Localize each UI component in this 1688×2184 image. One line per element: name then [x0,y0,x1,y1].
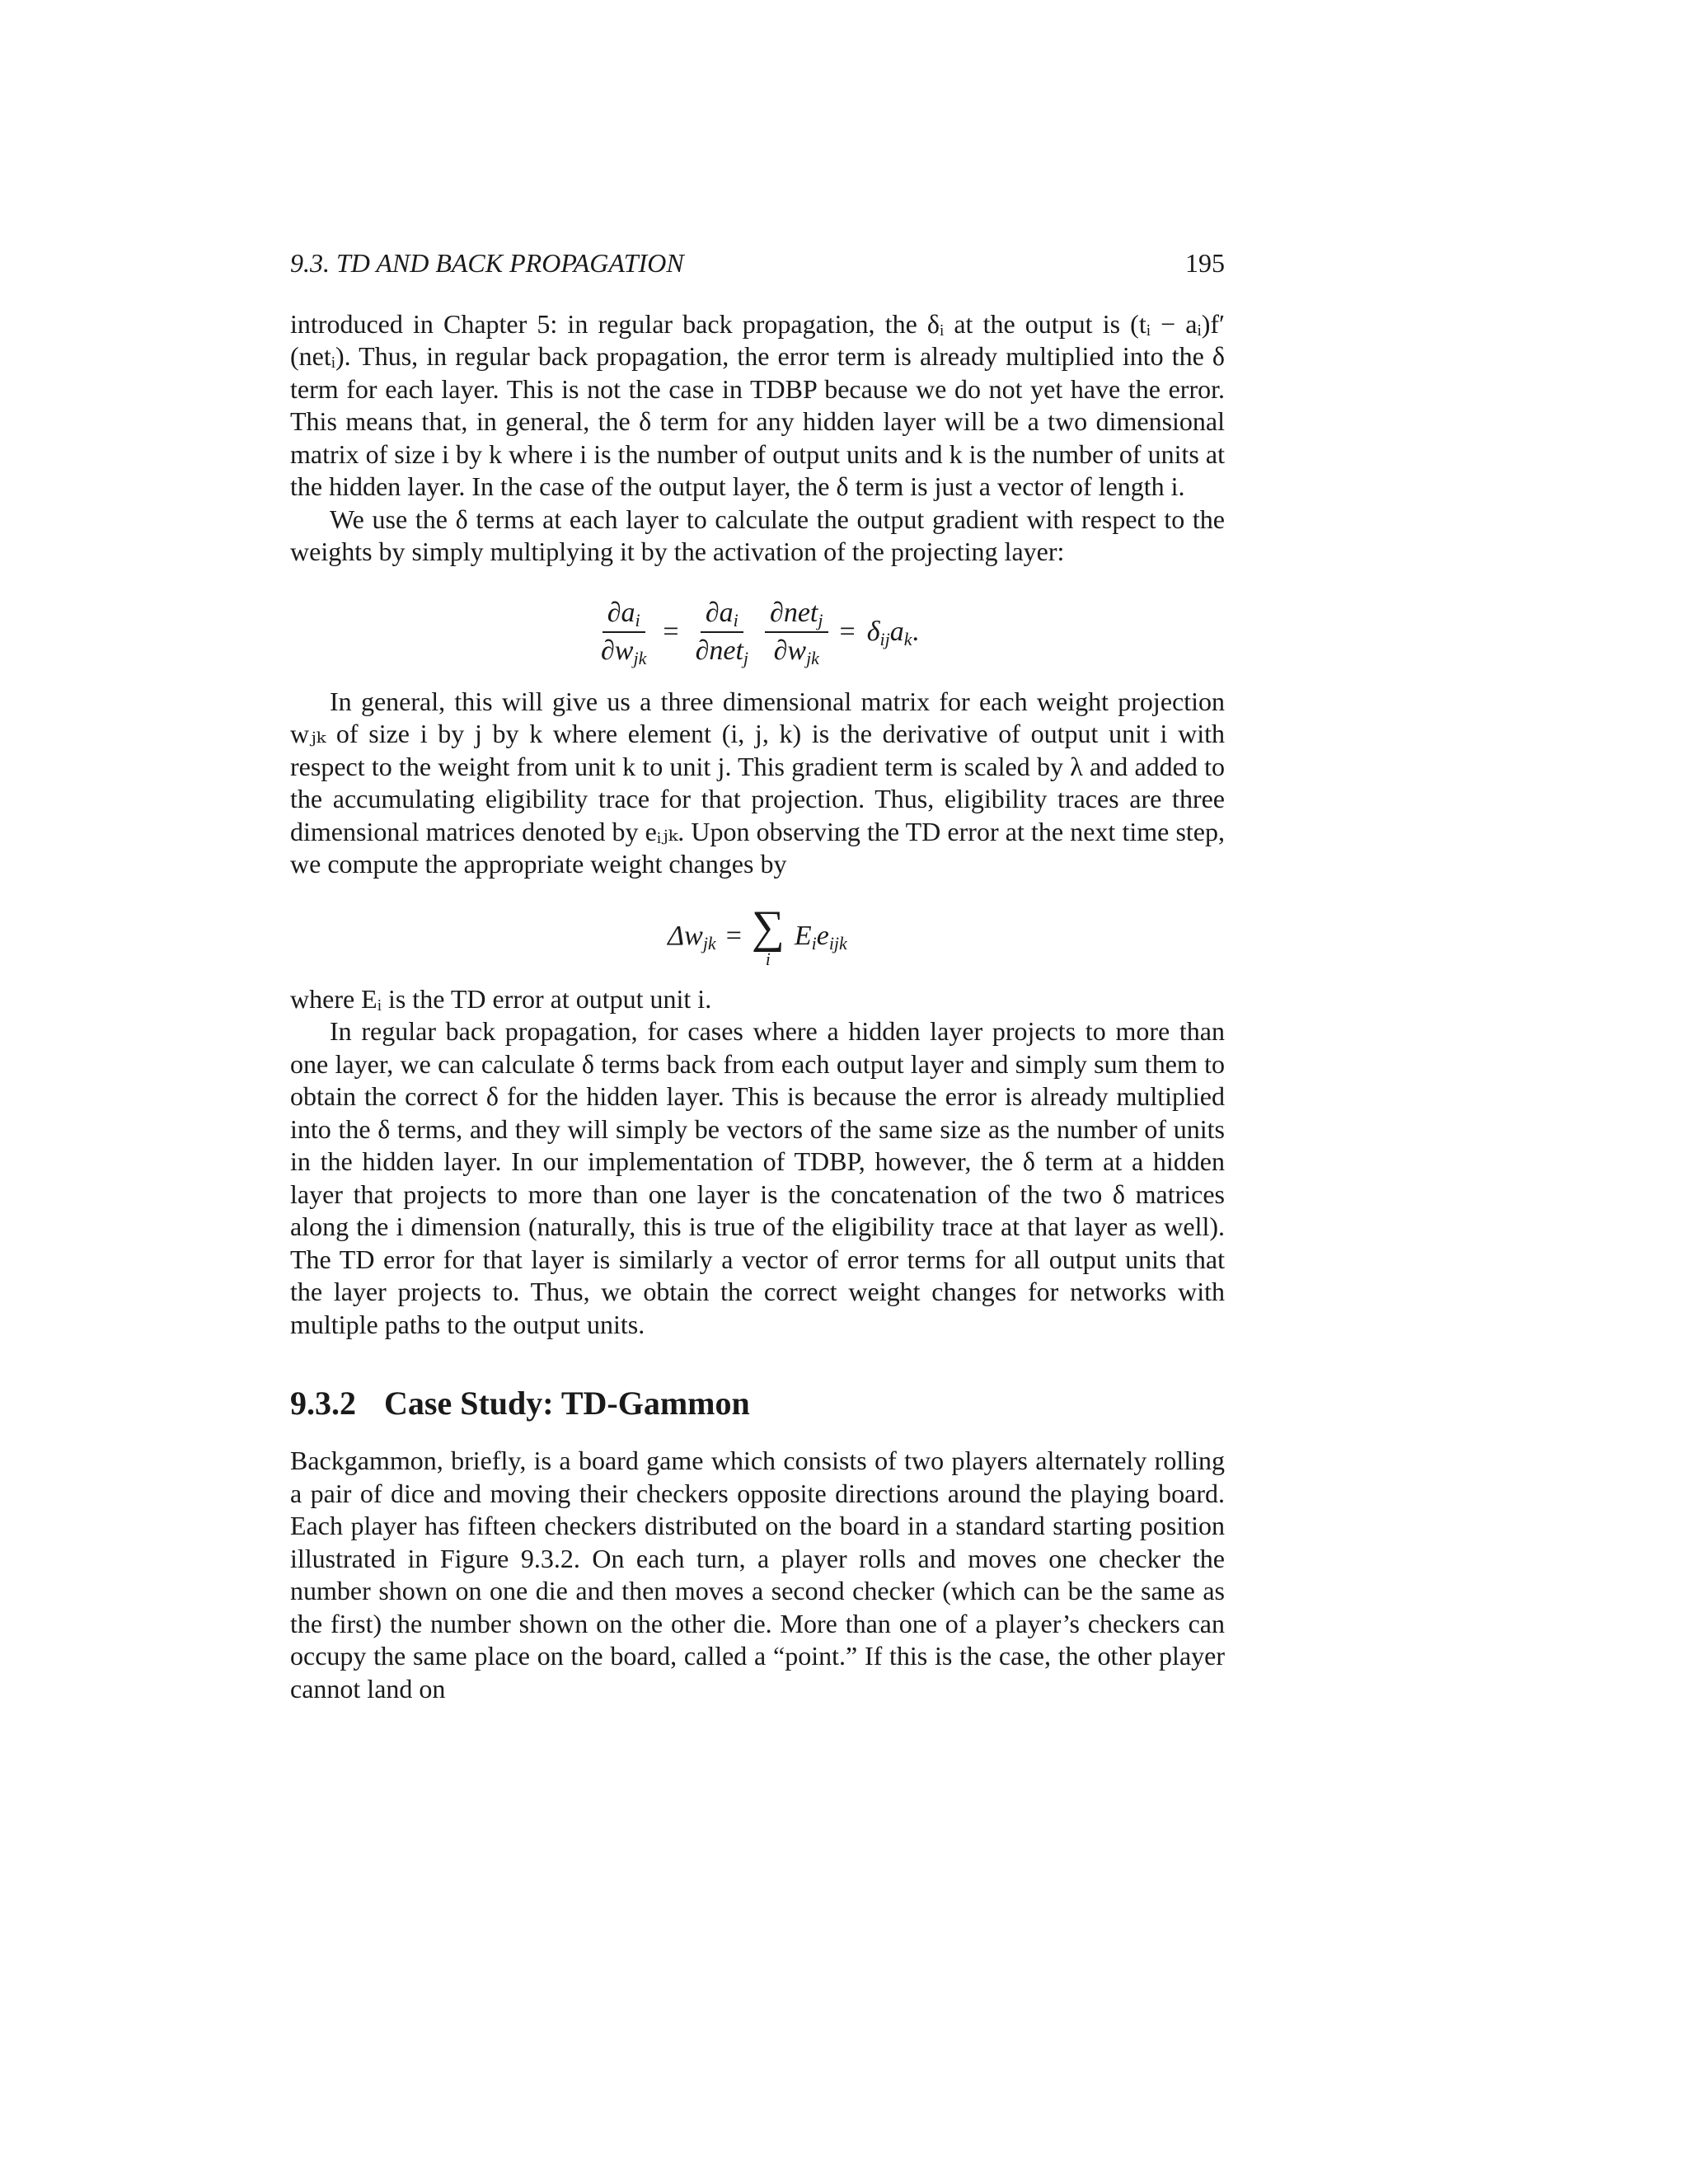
section-title: Case Study: TD-Gammon [384,1385,750,1422]
section-heading [290,1384,1225,1423]
paragraph-5: In regular back propagation, for cases where a hidden layer projects to more than one layer, we can calculate δ terms back from each output layer and simply sum them to obtain the correct δ for the hidden layer. This is because the error is already multiplied into the δ terms, and they will simply be vectors of the same size as the number of units in the hidden layer. In our implementation of TDBP, however, the δ term at a hidden layer that projects to more than one layer is the concatenation of the two δ matrices along the i dimension (naturally, this is true of the eligibility trace at that layer as well). The TD error for that layer is similarly a vector of error terms for all output units that the layer projects to. Thus, we obtain the correct weight changes for networks with multiple paths to the output units. [290,1016,1225,1339]
eq1-result: $\delta_{ij}a_k$. [866,616,919,649]
paragraph-1: introduced in Chapter 5: in regular back propagation, the δᵢ at the output is (tᵢ − aᵢ)f′(netᵢ). Thus, in regular back propagation, the error term is already multiplied into the δ term for each layer. This is not the case in TDBP because we do not yet have the error. This means that, in general, the δ term for any hidden layer will be a two dimensional matrix of size i by k where i is the number of output units and k is the number of units at the hidden layer. In the case of the output layer, the δ term is just a vector of length i. [290,308,1225,501]
section-number: 9.3.2 [290,1385,356,1422]
eq1-rhs-fraction-2: $\frac{\partial net_j}{\partial w_{jk}}$ [765,597,828,668]
paragraph-4: where Eᵢ is the TD error at output unit i. [290,983,712,1014]
header-section-title: 9.3. TD AND BACK PROPAGATION [290,248,684,278]
summation-symbol: ∑ i [751,901,785,969]
paragraph-3: In general, this will give us a three dimensional matrix for each weight projection wⱼₖ of size i by j by k where element (i, j, k) is the derivative of output unit i with respect to the weight from unit k to unit j. This gradient term is scaled by λ and added to the accumulating eligibility trace for that projection. Thus, eligibility traces are three dimensional matrices denoted by eᵢⱼₖ. Upon observing the TD error at the next time step, we compute the appropriate weight changes by [290,686,1225,879]
paragraph-2: We use the δ terms at each layer to calculate the output gradient with respect to the weights by simply multiplying it by the activation of the projecting layer: [290,504,1225,566]
paragraph-6: Backgammon, briefly, is a board game which consists of two players alternately rolling a pair of dice and moving their checkers opposite directions around the playing board. Each player has fifteen checkers distributed on the board in a standard starting position illustrated in Figure 9.3.2. On each turn, a player rolls and moves one checker the number shown on one die and then moves a second checker (which can be the same as the first) the number shown on the other die. More than one of a player’s checkers can occupy the same place on the board, called a “point.” If this is the case, the other player cannot land on [290,1446,1225,1704]
running-header [290,247,1225,280]
equation-gradient: $\frac{\partial a_i}{\partial w_{jk}}$ = $\frac{\partial a_i}{\partial net_j}$ $\frac{\partial net_j}{\partial w_{jk}}$ = $\delta_{ij}a_k$. [290,597,1225,668]
eq1-lhs-fraction: $\frac{\partial a_i}{\partial w_{jk}}$ [601,597,647,668]
page [290,247,1225,1705]
page-number: 195 [1185,248,1225,278]
equation-weight-change: $\Delta w_{jk}$ = ∑ i $E_ie_{ijk}$ [668,901,847,969]
eq1-rhs-fraction-1: $\frac{\partial a_i}{\partial net_j}$ [695,597,749,668]
